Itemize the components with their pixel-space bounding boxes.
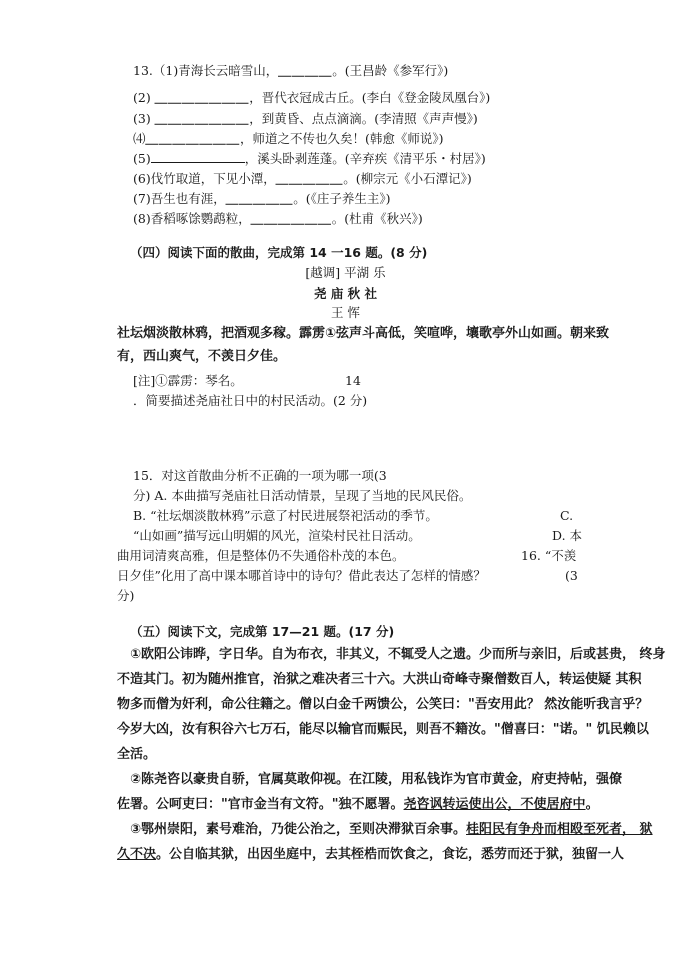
p2-underlined-sentence: 尧咨讽转运使出公，不使居府中 bbox=[403, 797, 586, 812]
q13-item-3 bbox=[133, 110, 478, 128]
passage-p3-line-2 bbox=[117, 846, 624, 864]
q13-item-4 bbox=[133, 130, 444, 148]
q15-option-b: B. “社坛烟淡散林鸦”示意了村民进展祭祀活动的季节。 bbox=[133, 508, 438, 523]
passage-p1-line-4: 今岁大凶，汝有积谷六七万石，能尽以输官而赈民，则吾不籍汝。"僧喜曰："诺。" 饥民赖以 bbox=[117, 722, 649, 737]
q13-2-num: (2) bbox=[133, 90, 155, 105]
passage-p1-line-1: ①欧阳公讳晔，字日华。自为布衣，非其义，不辄受人之遗。少而所与亲旧，后或甚贵， 终身 bbox=[130, 647, 666, 662]
q13-2-blank: ＿＿＿＿＿＿＿ bbox=[154, 90, 250, 105]
q13-8-text: (8)香稻啄馀鹦鹉粒， bbox=[133, 211, 251, 226]
q13-8-source: 。(杜甫《秋兴》) bbox=[331, 211, 423, 226]
q13-1-source: 。(王昌龄《参军行》) bbox=[332, 63, 449, 78]
q13-5-blank bbox=[151, 150, 245, 163]
q13-4-text: ，师道之不传也久矣！(韩愈《师说》) bbox=[240, 131, 444, 146]
q13-1-text: 13.（1)青海长云暗雪山， bbox=[133, 63, 279, 78]
q16-score: (3 bbox=[565, 568, 578, 583]
poem-line-1: 社坛烟淡散林鸦，把酒观多稼。霹雳①弦声斗高低，笑喧哗，壤歌亭外山如画。朝来致 bbox=[117, 326, 610, 341]
poem-tune: [越调] 平湖 乐 bbox=[305, 265, 386, 280]
poem-line-2: 有，西山爽气，不羡日夕佳。 bbox=[117, 349, 287, 364]
p3-text: ③鄂州崇阳，素号难治，乃徙公治之，至则决滞狱百余事。 bbox=[130, 822, 467, 837]
q13-7-text: (7)吾生也有涯， bbox=[133, 191, 226, 206]
q16-score-end: 分) bbox=[117, 588, 135, 603]
passage-p1-line-3: 物多而僧为奸利，命公往籍之。僧以白金千两馈公，公笑曰："吾安用此？ 然汝能听我言乎？ bbox=[117, 697, 649, 712]
section4-heading: （四）阅读下面的散曲，完成第 14 一16 题。(8 分) bbox=[130, 245, 428, 260]
p3-underlined-sentence: 桂阳民有争舟而相殴至死者， 狱 bbox=[466, 822, 653, 837]
q13-7-source: 。(《庄子养生主》) bbox=[293, 191, 391, 206]
q13-4-blank: ＿＿＿＿＿＿＿ bbox=[145, 131, 241, 146]
p3-underlined-end: 久不决 bbox=[117, 847, 157, 862]
q13-item-7 bbox=[133, 190, 391, 208]
q15-option-d-label: D. 本 bbox=[552, 528, 583, 543]
q13-7-blank: ＿＿＿＿＿ bbox=[225, 191, 294, 206]
q15-option-c: “山如画”描写远山明媚的风光，渲染村民社日活动。 bbox=[133, 528, 421, 543]
q14-number: 14 bbox=[345, 373, 361, 388]
q13-6-blank: ＿＿＿＿＿ bbox=[275, 171, 344, 186]
q13-3-blank: ＿＿＿＿＿＿＿ bbox=[154, 111, 250, 126]
q13-4-num: ⑷ bbox=[133, 131, 146, 146]
passage-p2-line-1: ②陈尧咨以豪贵自骄，官属莫敢仰视。在江陵，用私钱诈为官市黄金，府吏持帖，强僚 bbox=[130, 772, 623, 787]
q13-item-1 bbox=[133, 62, 448, 80]
q13-3-num: (3) bbox=[133, 111, 155, 126]
q16-text: 日夕佳”化用了高中课本哪首诗中的诗句？借此表达了怎样的情感？ bbox=[117, 568, 486, 583]
p2-text: 佐署。公呵吏曰："官市金当有文符。"独不愿署。 bbox=[117, 797, 404, 812]
q13-item-5 bbox=[133, 150, 486, 168]
poem-title: 尧 庙 秋 社 bbox=[313, 286, 378, 301]
poem-author: 王 恽 bbox=[331, 305, 360, 320]
q13-5-num: (5) bbox=[133, 151, 151, 166]
q14-text: ．简要描述尧庙社日中的村民活动。(2 分) bbox=[133, 393, 368, 408]
p3-text-cont: 。公自临其狱，出因坐庭中，去其桎梏而饮食之，食讫，悉劳而还于狱，独留一人 bbox=[156, 847, 625, 862]
q13-item-2 bbox=[133, 89, 490, 107]
poem-note: [注]①霹雳：琴名。 bbox=[133, 373, 243, 388]
q13-item-8 bbox=[133, 210, 423, 228]
passage-p2-line-2 bbox=[117, 796, 599, 814]
q15-option-d: 曲用词清爽高雅，但是整体仍不失通俗朴茂的本色。 bbox=[117, 548, 405, 563]
q13-8-blank: ＿＿＿＿＿＿ bbox=[250, 211, 332, 226]
q15-line-2: 分) A. 本曲描写尧庙社日活动情景，呈现了当地的民风民俗。 bbox=[133, 488, 472, 503]
section5-heading: （五）阅读下文，完成第 17—21 题。(17 分) bbox=[130, 624, 395, 639]
q13-item-6 bbox=[133, 170, 472, 188]
q16-number: 16. “不羡 bbox=[521, 548, 577, 563]
q13-6-text: (6)伐竹取道，下见小潭， bbox=[133, 171, 276, 186]
q15-option-c-label: C. bbox=[560, 508, 574, 523]
q13-6-source: 。(柳宗元《小石潭记》) bbox=[343, 171, 472, 186]
p2-period: 。 bbox=[585, 797, 599, 812]
passage-p1-line-2: 不造其门。初为随州推官，治狱之难决者三十六。大洪山奇峰寺聚僧数百人，转运使疑 其积 bbox=[117, 672, 642, 687]
q15-line-1: 15．对这首散曲分析不正确的一项为哪一项(3 bbox=[133, 468, 387, 483]
q13-3-text: ，到黄昏、点点滴滴。(李清照《声声慢》) bbox=[249, 111, 478, 126]
q13-1-blank: ＿＿＿＿ bbox=[278, 63, 333, 78]
passage-p1-line-5: 全活。 bbox=[117, 747, 157, 762]
passage-p3-line-1 bbox=[130, 821, 653, 839]
q13-5-text: ，溪头卧剥莲蓬。(辛弃疾《清平乐・村居》) bbox=[244, 151, 486, 166]
q13-2-text: ，晋代衣冠成古丘。(李白《登金陵凤凰台》) bbox=[249, 90, 491, 105]
